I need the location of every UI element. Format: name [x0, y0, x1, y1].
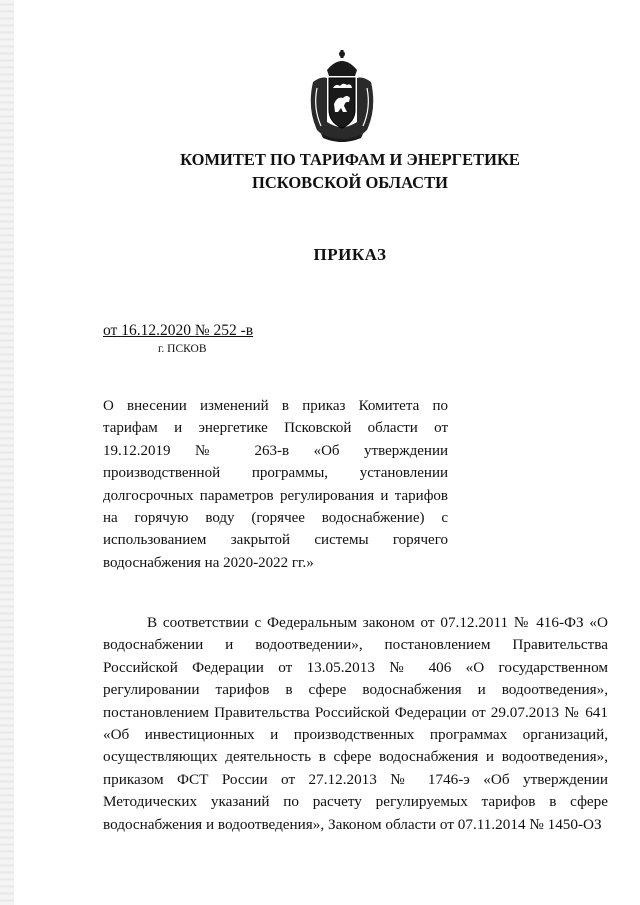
- document-title: ПРИКАЗ: [313, 245, 387, 264]
- city-label: г. ПСКОВ: [158, 343, 207, 355]
- document-body: В соответствии с Федеральным законом от 07.12.2011 № 416-ФЗ «О водоснабжении и водоотведении», постановлением Правительства Российской Федерации от 13.05.2013 № 406 «О государственном регулировании тарифов в сфере водоснабжения и водоотведения», постановлением Правительства Российской Федерации от 29.07.2013 № 641 «Об инвестиционных и производственных программах организаций, осуществляющих деятельность в сфере водоснабжения и водоотведения», приказом ФСТ России от 27.12.2013 № 1746-э «Об утверждении Методических указаний по расчету регулируемых тарифов в сфере водоснабжения и водоотведения», Законом области от 07.11.2014 № 1450-ОЗ: [103, 614, 608, 833]
- organization-name-line2: ПСКОВСКОЙ ОБЛАСТИ: [252, 173, 448, 192]
- document-number: 252 -в: [213, 322, 254, 339]
- coat-of-arms-icon: [303, 48, 381, 144]
- number-sign: №: [194, 322, 210, 339]
- document-date-number: [103, 322, 253, 340]
- document-date: 16.12.2020: [121, 322, 191, 339]
- scan-edge: [0, 0, 14, 905]
- document-subject: О внесении изменений в приказ Комитета по тарифам и энергетике Псковской области от 19.12.2019 № 263-в «Об утверждении производственной программы, установлении долгосрочных параметров регулирования и тарифов на горячую воду (горячее водоснабжение) с использованием закрытой системы горячего водоснабжения на 2020-2022 гг.»: [103, 398, 448, 571]
- date-prefix: от: [103, 322, 118, 339]
- organization-name-line1: КОМИТЕТ ПО ТАРИФАМ И ЭНЕРГЕТИКЕ: [180, 150, 520, 169]
